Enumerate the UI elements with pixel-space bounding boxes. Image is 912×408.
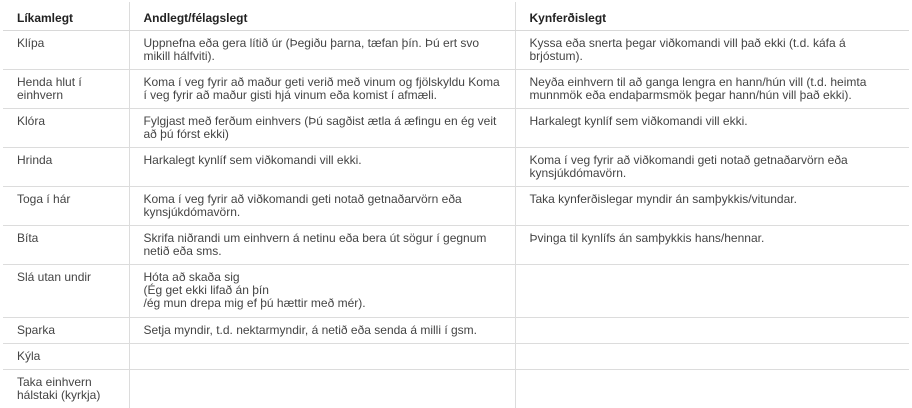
cell-mental-social: Koma í veg fyrir að viðkomandi geti notað getnaðarvörn eða kynsjúkdómavörn. [129,187,515,226]
abuse-types-table [3,2,909,408]
cell-sexual: Taka kynferðislegar myndir án samþykkis/vitundar. [515,187,909,226]
table-row [3,370,909,408]
cell-physical: Bíta [3,226,129,265]
cell-sexual [515,344,909,370]
cell-mental-social: Harkalegt kynlíf sem viðkomandi vill ekki. [129,148,515,187]
table-header-row [3,2,909,31]
table-row [3,265,909,318]
cell-sexual [515,318,909,344]
cell-sexual: Kyssa eða snerta þegar viðkomandi vill það ekki (t.d. káfa á brjóstum). [515,31,909,70]
header-mental-social: Andlegt/félagslegt [129,2,515,31]
cell-physical: Henda hlut í einhvern [3,70,129,109]
table-row [3,70,909,109]
cell-mental-social: Fylgjast með ferðum einhvers (Þú sagðist ætla á æfingu en ég veit að þú fórst ekki) [129,109,515,148]
cell-mental-social: Koma í veg fyrir að maður geti verið með vinum og fjölskyldu Koma í veg fyrir að maður gisti hjá vinum eða komist í afmæli. [129,70,515,109]
cell-mental-social: Hóta að skaða sig (Ég get ekki lifað án þín /ég mun drepa mig ef þú hættir með mér). [129,265,515,318]
cell-sexual: Neyða einhvern til að ganga lengra en hann/hún vill (t.d. heimta munnmök eða endaþarmsmök þegar hann/hún vill það ekki). [515,70,909,109]
table-row [3,318,909,344]
cell-mental-social [129,370,515,408]
table-row [3,226,909,265]
table-row [3,31,909,70]
cell-physical: Hrinda [3,148,129,187]
cell-physical: Kýla [3,344,129,370]
cell-physical: Sparka [3,318,129,344]
table-row [3,187,909,226]
cell-physical: Taka einhvern hálstaki (kyrkja) [3,370,129,408]
table-row [3,109,909,148]
cell-sexual: Þvinga til kynlífs án samþykkis hans/hennar. [515,226,909,265]
cell-sexual: Koma í veg fyrir að viðkomandi geti notað getnaðarvörn eða kynsjúkdómavörn. [515,148,909,187]
table-row [3,344,909,370]
cell-mental-social [129,344,515,370]
cell-physical: Klóra [3,109,129,148]
cell-sexual [515,265,909,318]
cell-physical: Toga í hár [3,187,129,226]
cell-physical: Klípa [3,31,129,70]
cell-sexual: Harkalegt kynlíf sem viðkomandi vill ekki. [515,109,909,148]
cell-mental-social: Setja myndir, t.d. nektarmyndir, á netið eða senda á milli í gsm. [129,318,515,344]
header-physical: Líkamlegt [3,2,129,31]
cell-sexual [515,370,909,408]
cell-physical: Slá utan undir [3,265,129,318]
table-row [3,148,909,187]
header-sexual: Kynferðislegt [515,2,909,31]
cell-mental-social: Skrifa niðrandi um einhvern á netinu eða bera út sögur í gegnum netið eða sms. [129,226,515,265]
cell-mental-social: Uppnefna eða gera lítið úr (Þegiðu þarna, tæfan þín. Þú ert svo mikill hálfviti). [129,31,515,70]
